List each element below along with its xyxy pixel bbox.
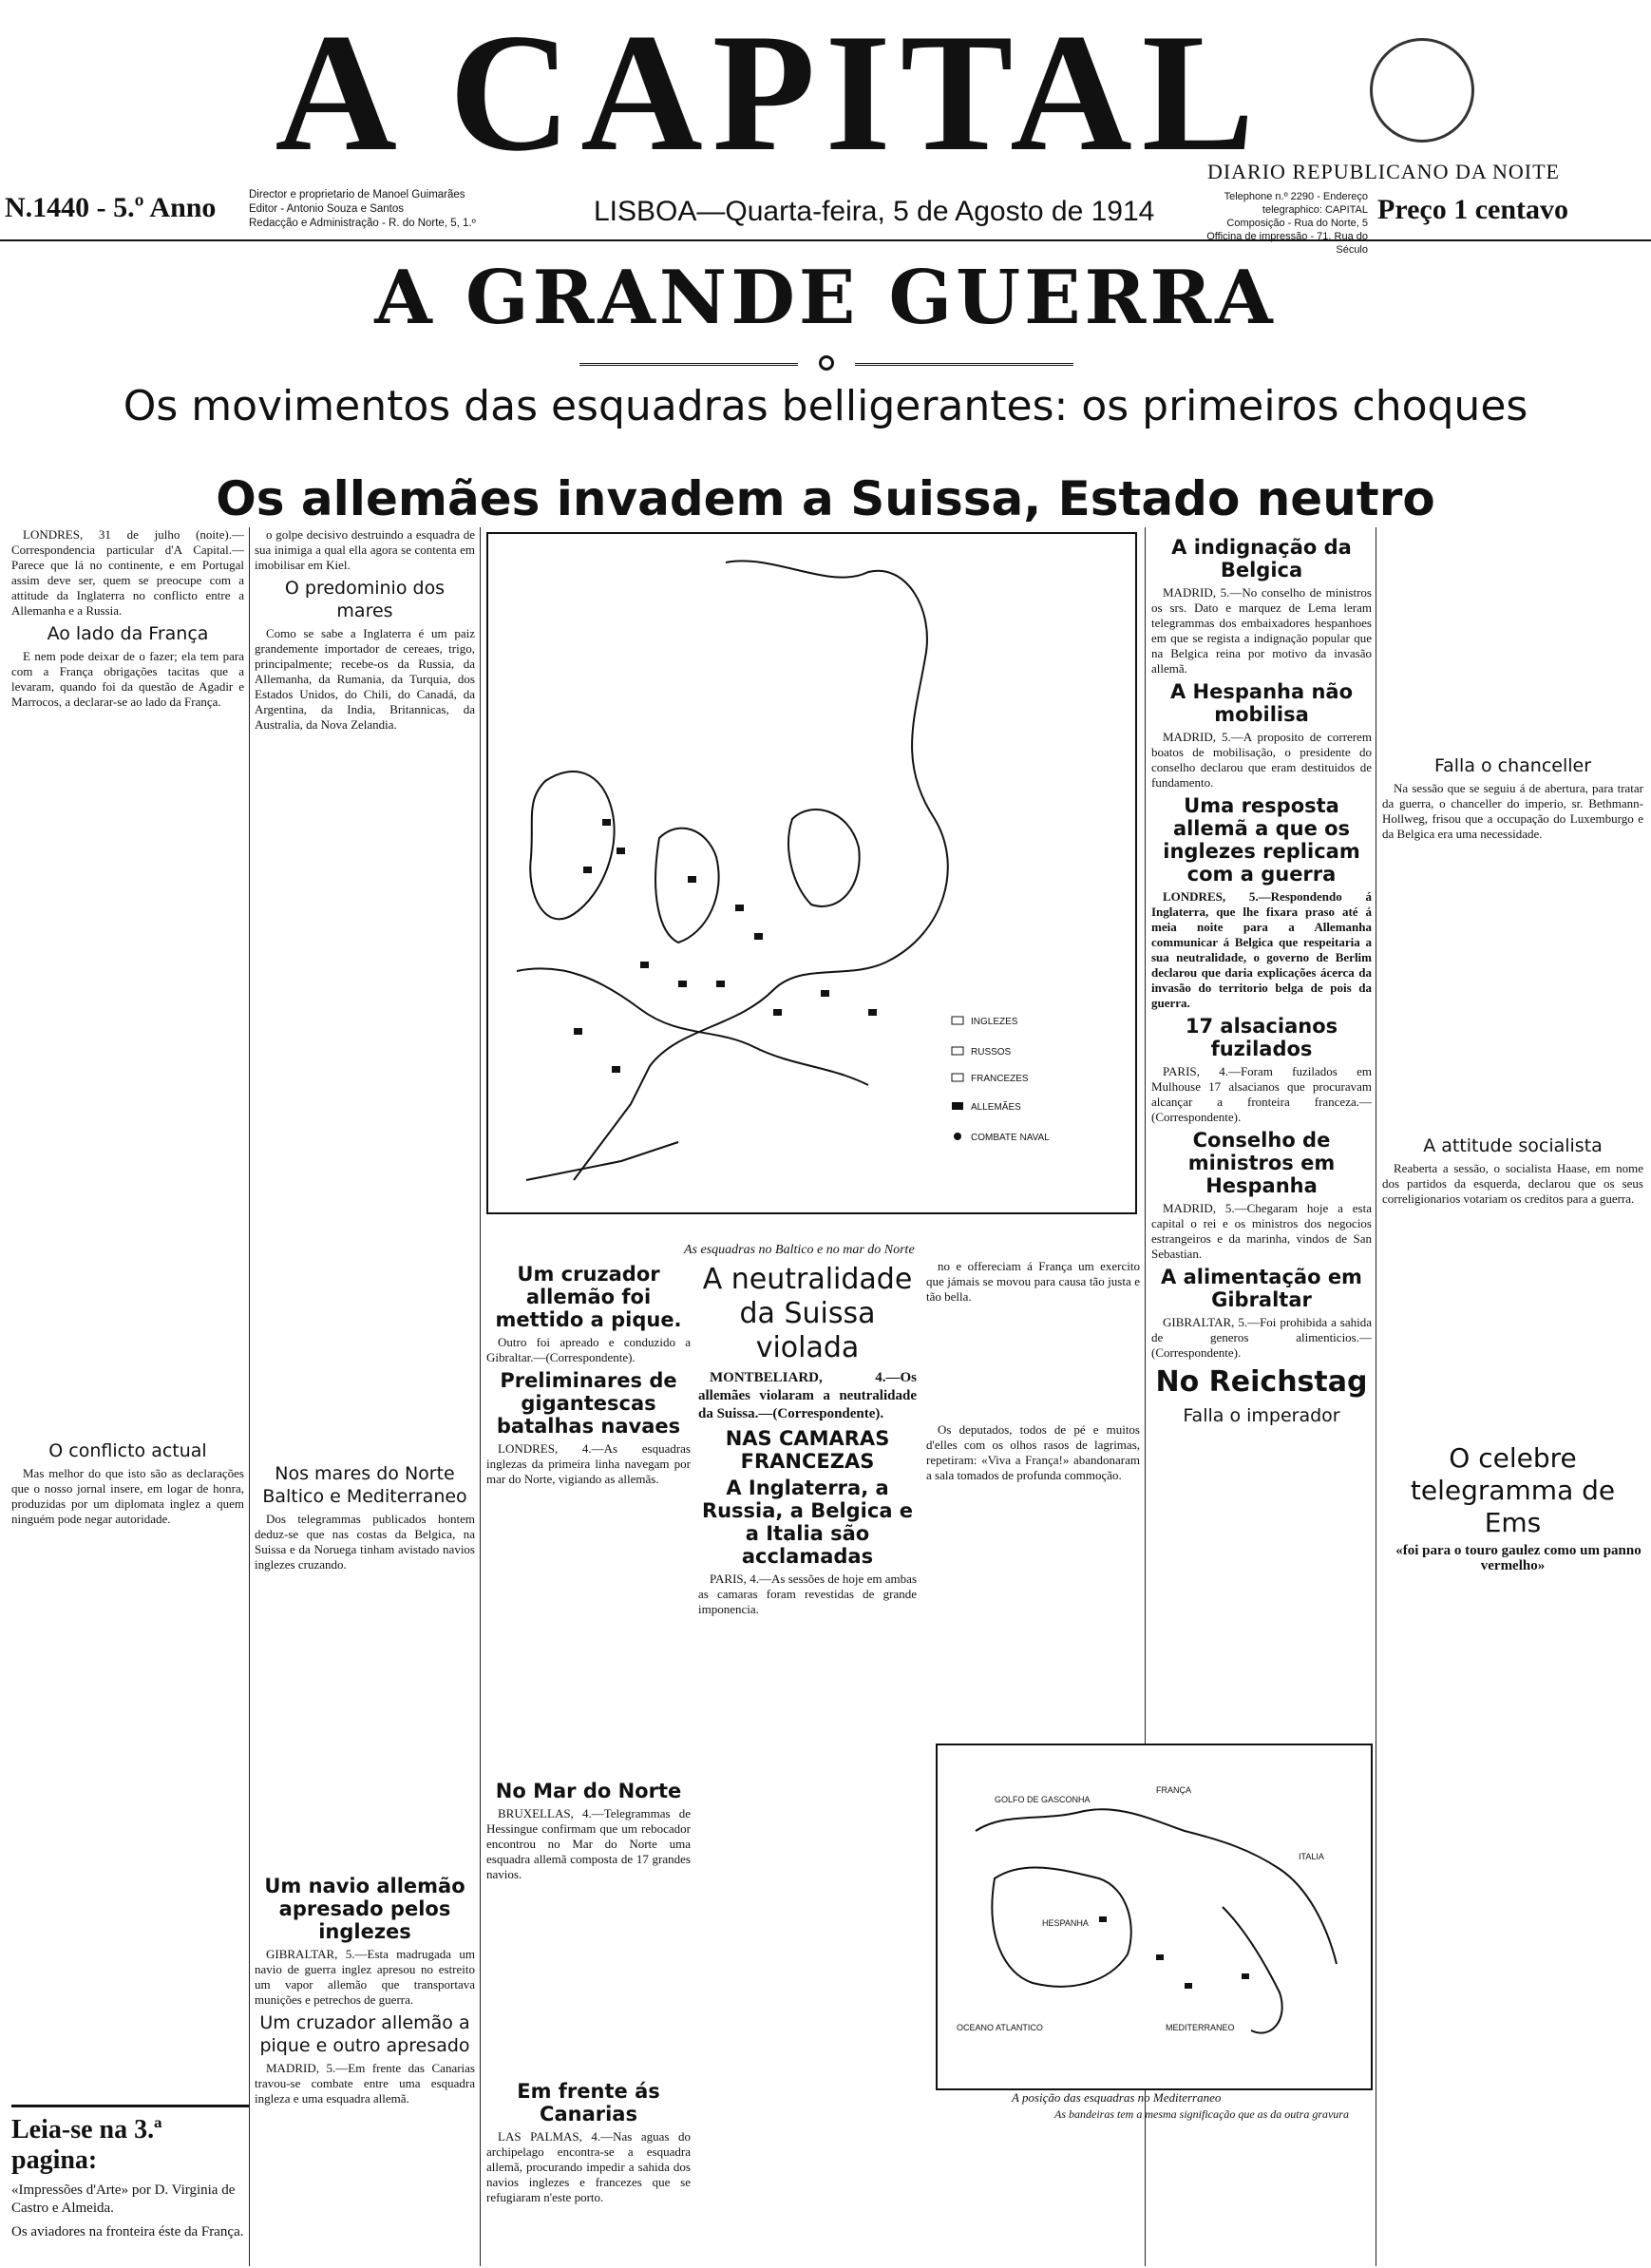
section-heading: Nos mares do Norte Baltico e Mediterraneo (262, 1463, 467, 1507)
map-legend-label: INGLEZES (971, 1017, 1018, 1027)
map-legend-label: COMBATE NAVAL (971, 1133, 1050, 1143)
section-heading: Ao lado da França (47, 623, 209, 644)
column-rule (249, 527, 250, 2266)
promo-box (11, 2105, 249, 2261)
newspaper-title: A CAPITAL (275, 0, 1264, 186)
body-text-filler (1382, 1210, 1643, 1439)
baltic-north-sea-map (486, 532, 1137, 1214)
article-text: GIBRALTAR, 5.—Esta madrugada um navio de guerra inglez apresou no estreito um vapor allemão que transportava munições e petrechos de guerra. (255, 1947, 475, 2007)
article-text: LAS PALMAS, 4.—Nas aguas do archipelago encontra-se a esquadra allemã, procurando impedir a sahida dos navios inglezes e francezes que se refugiaram n'este porto. (486, 2129, 691, 2204)
section-heading: NAS CAMARAS FRANCEZAS (725, 1427, 890, 1473)
article-text: E nem pode deixar de o fazer; ela tem para com a França obrigações tacitas que a levaram, quando foi da questão de Agadir e Marrocos, a declarar-se ao lado da França. (11, 649, 244, 709)
section-heading: No Reichstag (1155, 1365, 1368, 1399)
article-text: GIBRALTAR, 5.—Foi prohibida a sahida de generos alimenticios.—(Correspondente). (1151, 1315, 1372, 1360)
divider-line (855, 363, 1073, 369)
map-svg (938, 1745, 1371, 2088)
article-text: Dos telegrammas publicados hontem deduz-se que nas costas da Belgica, na Suissa e da Noruega tinham avistado navios inglezes cruzando. (255, 1512, 475, 1572)
article-text: «foi para o touro gaulez como um panno vermelho» (1395, 1543, 1642, 1573)
library-stamp-icon (1370, 38, 1474, 143)
contact-line: Officina de impressão - 71, Rua do Século (1206, 231, 1368, 256)
contact-line: Telephone n.º 2290 - Endereço telegraphico: CAPITAL (1224, 191, 1368, 216)
article-text: MONTBELIARD, 4.—Os allemães violaram a neutralidade da Suissa.—(Correspondente). (698, 1370, 917, 1421)
map-label: OCEANO ATLANTICO (957, 2023, 1043, 2032)
issue-info-bar (0, 188, 1651, 256)
section-heading: A neutralidade da Suissa violada (702, 1263, 913, 1364)
main-headline: A GRANDE GUERRA (374, 255, 1277, 341)
section-heading: A Hespanha não mobilisa (1169, 680, 1353, 726)
article-lead: LONDRES, 31 de julho (noite).—Correspondencia particular d'A Capital.—Parece que lá no continente, e em Portugal assim deve ser, quem se preocupe com a attitude da Inglaterra no conflicto entre a Allemanha e a Russia. (11, 527, 244, 618)
contact-info (1178, 190, 1368, 257)
article-text: Os deputados, todos de pé e muitos d'elles com os olhos rasos de lagrimas, repetiram: «Viva a França!» abandonaram a sala tomados de profunda commoção. (926, 1422, 1140, 1482)
section-heading: A alimentação em Gibraltar (1161, 1266, 1362, 1311)
article-lead: o golpe decisivo destruindo a esquadra de sua inimiga a qual ella agora se contenta em imobilisar em Kiel. (255, 527, 475, 572)
body-text-filler (1382, 846, 1643, 1131)
article-text: PARIS, 4.—Foram fuzilados em Mulhouse 17 alsacianos que procuravam alcançar a fronteira franceza.—(Correspondente). (1151, 1064, 1372, 1124)
body-text-filler (11, 714, 244, 1436)
mediterranean-map (936, 1744, 1373, 2090)
article-text: LONDRES, 4.—As esquadras inglezas da primeira linha navegam por mar do Norte, vigiando as allemãs. (486, 1441, 691, 1486)
map-label: GOLFO DE GASCONHA (995, 1795, 1091, 1804)
article-text: MADRID, 5.—No conselho de ministros os srs. Dato e marquez de Lema leram telegrammas dos embaixadores hespanhoes em que se regista a indignação popular que na Belgica reina por motivo da invasão allemã. (1151, 585, 1372, 676)
article-text: Reaberta a sessão, o socialista Haase, em nome dos partidos da esquerda, declarou que os seus correligionarios votariam os creditos para a guerra. (1382, 1161, 1643, 1206)
column-rule (480, 527, 481, 2266)
column-7 (1382, 532, 1643, 2266)
article-text: PARIS, 4.—As sessões de hoje em ambas as camaras foram revestidas de grande imponencia. (698, 1572, 917, 1616)
section-heading: Um cruzador allemão a pique e outro apresado (259, 2012, 470, 2056)
tertiary-headline: Os allemães invadem a Suissa, Estado neutro (216, 471, 1435, 526)
section-heading: A attitude socialista (1423, 1135, 1603, 1156)
body-text-filler (255, 736, 475, 1458)
map-legend-label: FRANCEZES (971, 1074, 1029, 1084)
column-4 (698, 1259, 917, 2266)
management-line: Redacção e Administração - R. do Norte, 5, 1.º (249, 218, 476, 229)
body-text-filler (926, 1308, 1140, 1422)
promo-heading: Leia-se na 3.ª pagina: (11, 2115, 162, 2175)
section-heading: 17 alsacianos fuzilados (1185, 1015, 1338, 1060)
article-text: LONDRES, 5.—Respondendo á Inglaterra, que lhe fixara praso até á meia noite para a Allemanha communicar á Belgica que respeitaria a sua neutralidade, o governo de Berlim declarou que daria explicações ácerca da invasão do territorio belga de pois da guerra. (1151, 889, 1372, 1010)
map-legend-label: ALLEMÃES (971, 1102, 1021, 1113)
issue-number: N.1440 - 5.º Anno (5, 192, 217, 223)
map-subcaption: As bandeiras tem a mesma significação que as da outra gravura (1054, 2107, 1349, 2121)
body-text-filler (255, 1576, 475, 1871)
map-label: HESPANHA (1042, 1918, 1089, 1928)
divider-line (579, 363, 798, 369)
newspaper-subtitle: DIARIO REPUBLICANO DA NOITE (1206, 160, 1560, 183)
column-5 (926, 1259, 1140, 1734)
section-heading: A Inglaterra, a Russia, a Belgica e a Italia são acclamadas (701, 1477, 914, 1568)
map-caption: As esquadras no Baltico e no mar do Norte (684, 1243, 915, 1257)
body-text-filler (486, 1491, 691, 1776)
column-1 (11, 527, 244, 2095)
secondary-headline: Os movimentos das esquadras belligerantes: os primeiros choques (123, 382, 1528, 430)
map-legend-label: RUSSOS (971, 1047, 1012, 1058)
section-heading: Um navio allemão apresado pelos inglezes (264, 1875, 465, 1943)
article-text: MADRID, 5.—A proposito de correrem boatos de mobilisação, o presidente do conselho declarou que eram destituidos de fundamento. (1151, 730, 1372, 790)
masthead (0, 0, 1651, 186)
body-text-filler (1382, 532, 1643, 751)
management-line: Editor - Antonio Souza e Santos (249, 203, 405, 215)
section-heading: Em frente ás Canarias (517, 2080, 660, 2125)
section-heading: Falla o chanceller (1433, 755, 1592, 776)
article-text: MADRID, 5.—Em frente das Canarias travou-se combate entre uma esquadra ingleza e uma esquadra allemã. (255, 2061, 475, 2106)
management-info (249, 188, 476, 231)
map-label: ITALIA (1299, 1852, 1324, 1861)
promo-item: Os aviadores na fronteira éste da França. (11, 2224, 244, 2239)
section-heading: No Mar do Norte (495, 1780, 682, 1802)
article-text: Outro foi apreado e conduzido a Gibraltar.—(Correspondente). (486, 1335, 691, 1364)
divider-ornament-icon (819, 355, 834, 371)
dateline: LISBOA—Quarta-feira, 5 de Agosto de 1914 (594, 196, 1155, 227)
map-caption: A posição das esquadras no Mediterraneo (1012, 2090, 1222, 2105)
article-lead: no e offereciam á França um exercito que jámais se movou para causa tão justa e tão bella. (926, 1259, 1140, 1304)
article-text: BRUXELLAS, 4.—Telegrammas de Hessingue confirmam que um rebocador encontrou no Mar do Norte uma esquadra allemã composta de 17 grandes navios. (486, 1806, 691, 1881)
section-heading: Conselho de ministros em Hespanha (1187, 1129, 1336, 1197)
map-label: FRANÇA (1156, 1785, 1192, 1795)
section-heading: A indignação da Belgica (1171, 536, 1352, 581)
section-heading: O predominio dos mares (284, 578, 446, 621)
promo-item: «Impressões d'Arte» por D. Virginia de Castro e Almeida. (11, 2182, 236, 2216)
section-heading: Um cruzador allemão foi mettido a pique. (495, 1263, 682, 1331)
article-text: Como se sabe a Inglaterra é um paiz grandemente importador de cereaes, trigo, principalmente; recebe-os da Russia, da Allemanha, da Rumania, da Turquia, dos Estados Unidos, do Chili, do Canadá, da Argentina, da India, Britannicas, da Australia, da Nova Zelandia. (255, 626, 475, 732)
column-2 (255, 527, 475, 2266)
section-subheading: Falla o imperador (1183, 1405, 1340, 1426)
map-label: MEDITERRANEO (1166, 2023, 1235, 2032)
management-line: Director e proprietario de Manoel Guimarães (249, 189, 465, 200)
section-heading: Uma resposta allemã a que os inglezes replicam com a guerra (1163, 794, 1360, 886)
ornament-divider (579, 353, 1073, 374)
column-6 (1151, 532, 1372, 1739)
section-heading: O conflicto actual (48, 1440, 207, 1461)
section-heading: Preliminares de gigantescas batalhas navaes (496, 1369, 681, 1438)
article-text: Mas melhor do que isto são as declarações que o nosso jornal insere, em logar de honra, produzidas por um diplomata inglez a quem ninguém pode negar autoridade. (11, 1466, 244, 1526)
map-svg (488, 534, 1135, 1212)
contact-line: Composição - Rua do Norte, 5 (1226, 218, 1368, 229)
article-text: Na sessão que se seguiu á de abertura, para tratar da guerra, o chanceller do imperio, sr. Bethmann-Hollweg, frisou que a occupação do Luxemburgo e da Belgica era uma necessidade. (1382, 781, 1643, 841)
column-3 (486, 1259, 691, 2266)
price: Preço 1 centavo (1377, 194, 1569, 225)
article-text: MADRID, 5.—Chegaram hoje a esta capital o rei e os ministros dos negocios estrangeiros e da marinha, vindos de San Sebastian. (1151, 1201, 1372, 1261)
body-text-filler (486, 1886, 691, 2076)
section-heading: O celebre telegramma de Ems (1410, 1442, 1616, 1538)
